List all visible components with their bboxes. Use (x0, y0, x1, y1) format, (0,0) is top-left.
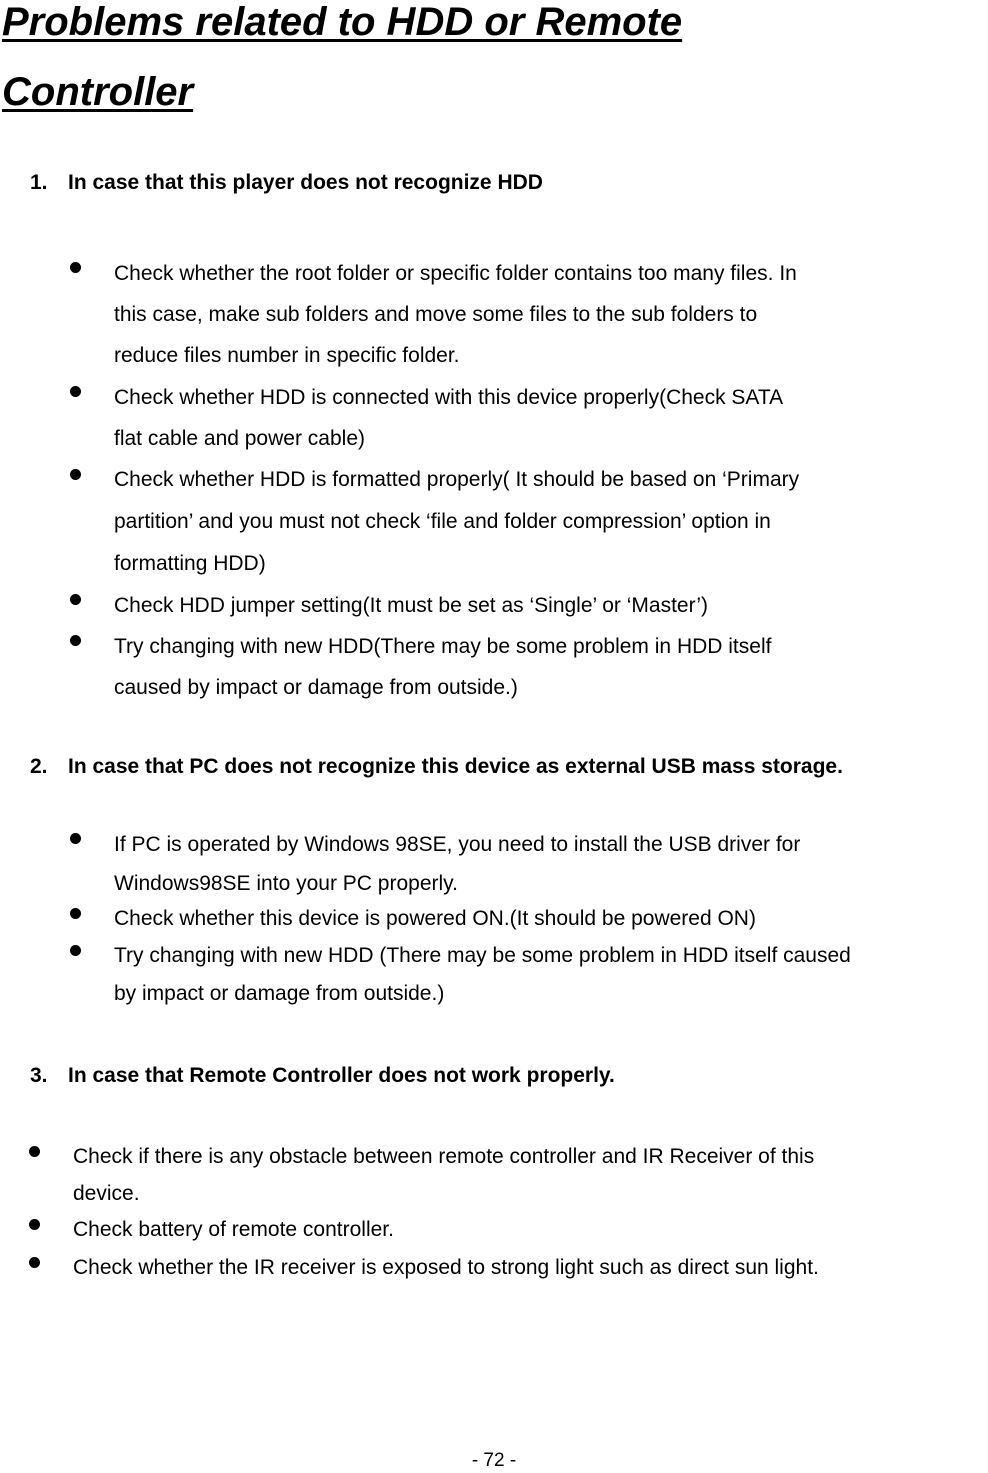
section-title: In case that Remote Controller does not work properly. (68, 1064, 615, 1087)
bullet-text-line: formatting HDD) (114, 552, 266, 575)
bullet-icon (70, 908, 81, 919)
bullet-item (114, 253, 797, 376)
bullet-text-line: flat cable and power cable) (114, 427, 365, 450)
bullet-icon (70, 945, 81, 956)
bullet-icon (29, 1257, 40, 1268)
page-title-line-2: Controller (2, 70, 194, 114)
bullet-item (114, 825, 800, 903)
bullet-item (114, 937, 851, 1013)
bullet-text-line: partition’ and you must not check ‘file and folder compression’ option in (114, 510, 771, 533)
section-number: 2. (30, 755, 48, 778)
bullet-text-line: by impact or damage from outside.) (114, 982, 445, 1005)
bullet-icon (29, 1146, 40, 1157)
bullet-text-line: Check whether the IR receiver is exposed to strong light such as direct sun light. (73, 1256, 819, 1279)
bullet-item (73, 1249, 819, 1286)
bullet-text-line: Check if there is any obstacle between remote controller and IR Receiver of this (73, 1145, 815, 1168)
bullet-icon (70, 833, 81, 844)
bullet-text-line: Check whether HDD is formatted properly( It should be based on ‘Primary (114, 468, 800, 491)
bullet-icon (70, 594, 81, 605)
bullet-text-line: reduce files number in specific folder. (114, 344, 460, 367)
bullet-text-line: Try changing with new HDD (There may be some problem in HDD itself caused (114, 944, 851, 967)
bullet-text-line: Check battery of remote controller. (73, 1218, 394, 1241)
bullet-item (114, 585, 708, 626)
bullet-icon (70, 262, 81, 273)
page-title-line-1: Problems related to HDD or Remote (2, 0, 683, 44)
section-number: 1. (30, 171, 48, 194)
section-3-heading (30, 1061, 615, 1091)
page-number: - 72 - (471, 1450, 517, 1471)
bullet-icon (29, 1219, 40, 1230)
bullet-text-line: If PC is operated by Windows 98SE, you need to install the USB driver for (114, 833, 801, 856)
bullet-item (73, 1211, 394, 1248)
bullet-text-line: Try changing with new HDD(There may be some problem in HDD itself (114, 635, 772, 658)
section-number: 3. (30, 1064, 48, 1087)
bullet-icon (70, 635, 81, 646)
bullet-text-line: Check HDD jumper setting(It must be set as ‘Single’ or ‘Master’) (114, 594, 709, 617)
bullet-item (114, 900, 756, 937)
bullet-icon (70, 386, 81, 397)
bullet-icon (70, 469, 81, 480)
bullet-text-line: Windows98SE into your PC properly. (114, 872, 458, 895)
bullet-text-line: Check whether the root folder or specific folder contains too many files. In (114, 262, 797, 285)
bullet-text-line: Check whether HDD is connected with this device properly(Check SATA (114, 386, 784, 409)
bullet-item (73, 1138, 814, 1212)
bullet-text-line: Check whether this device is powered ON.(It should be powered ON) (114, 907, 756, 930)
bullet-item (114, 459, 799, 585)
section-2-heading (30, 752, 843, 782)
bullet-text-line: device. (73, 1182, 140, 1205)
bullet-item (114, 377, 783, 459)
section-title: In case that PC does not recognize this device as external USB mass storage. (68, 755, 843, 778)
bullet-text-line: caused by impact or damage from outside.) (114, 676, 518, 699)
bullet-item (114, 626, 771, 708)
section-title: In case that this player does not recognize HDD (68, 171, 543, 194)
bullet-text-line: this case, make sub folders and move some files to the sub folders to (114, 303, 758, 326)
section-1-heading (30, 168, 543, 198)
